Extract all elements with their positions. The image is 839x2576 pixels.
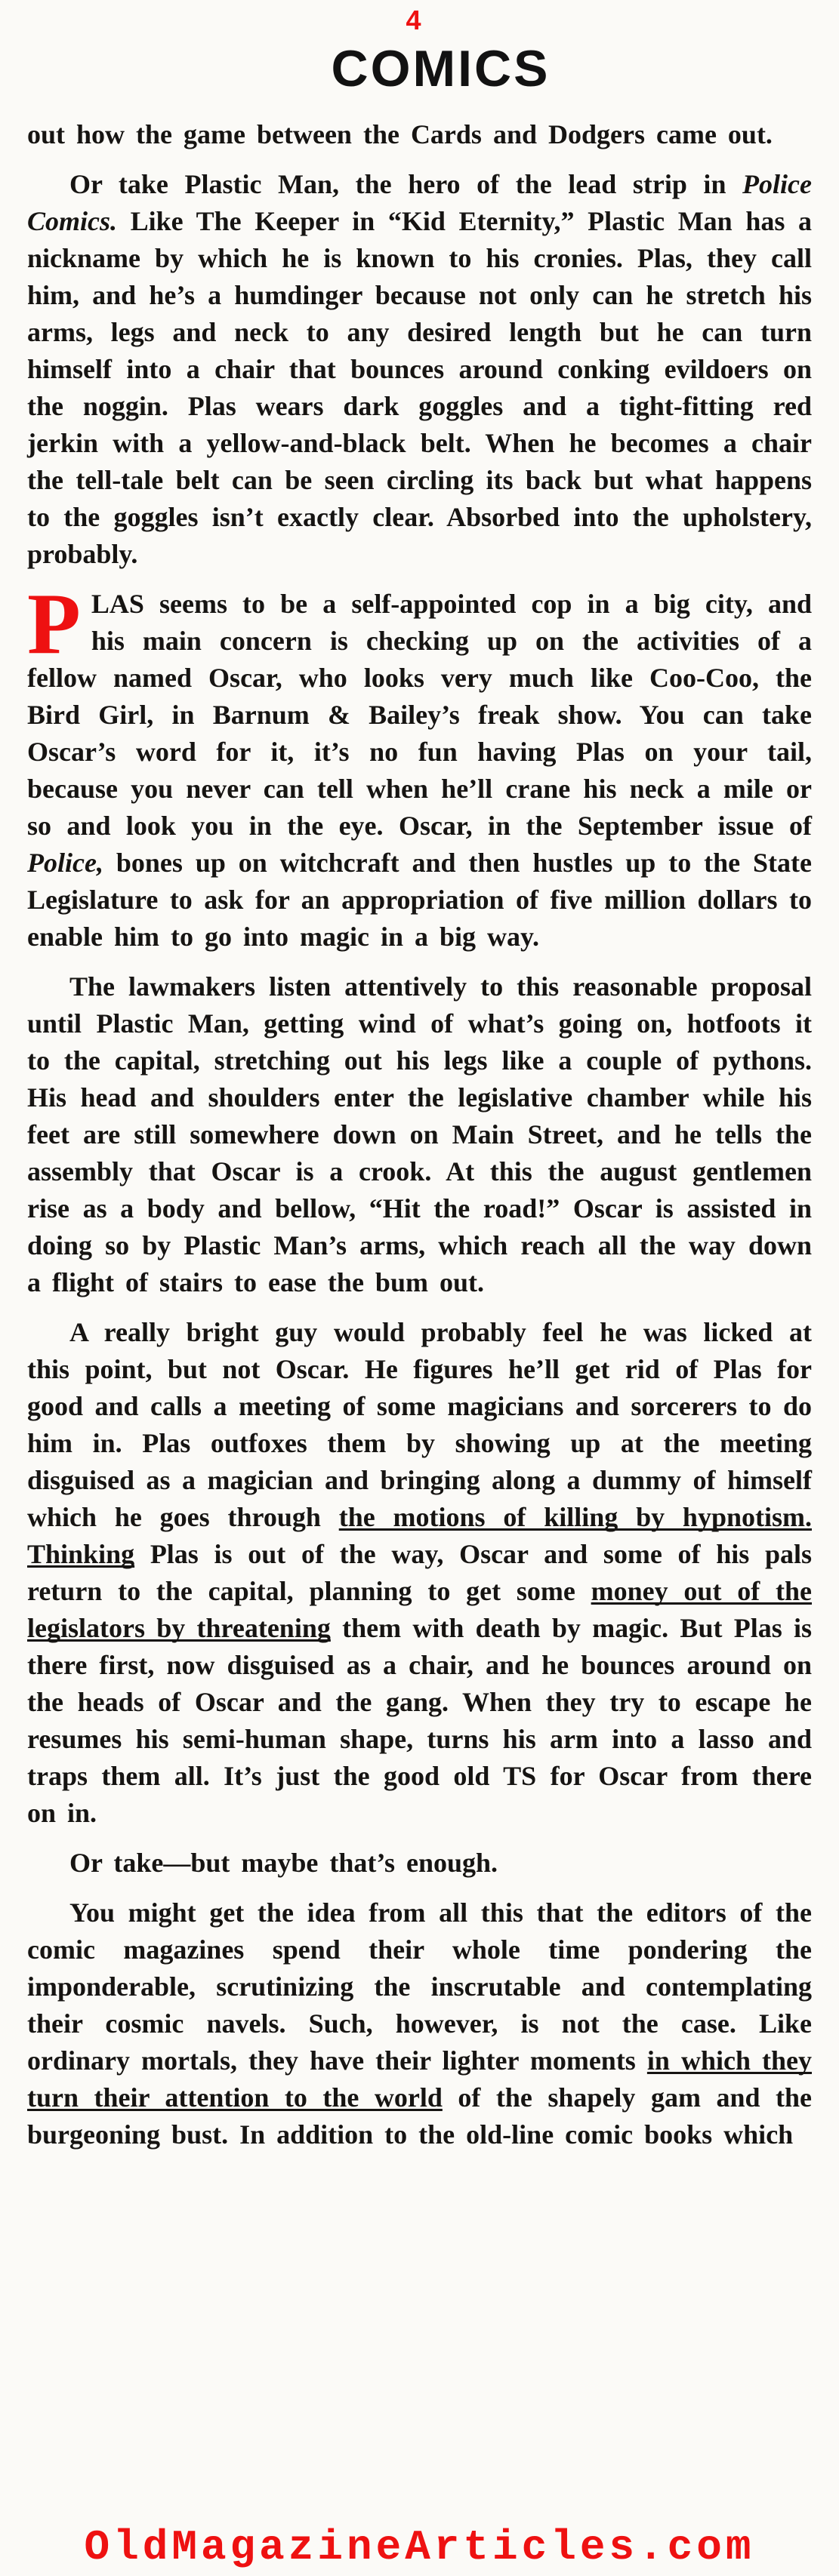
page-number-row — [0, 5, 839, 39]
text-segment: Like The Keeper in “Kid Eternity,” Plastic Man has a nickname by which he is known to his cronies. Plas, they call him, and he’s a humdinger because not only can he stretch his arms, legs and neck to any desired length but he can turn himself into a chair that bounces around conking evildoers on the noggin. Plas wears dark goggles and a tight-fitting red jerkin with a yellow-and-black belt. When he becomes a chair the tell-tale belt can be seen circling its back but what happens to the goggles isn’t exactly clear. Absorbed into the upholstery, probably. — [27, 206, 812, 569]
paragraph — [27, 576, 812, 956]
text-segment-underline: the motions of killing by hypnotism. Thinking — [27, 1502, 812, 1569]
text-segment: of the shapely gam and the burgeoning bust. In addition to the old-line comic books which — [27, 2082, 812, 2150]
text-segment: Or take—but maybe that’s enough. — [69, 1848, 498, 1878]
page-title: COMICS — [331, 40, 551, 97]
text-segment: You might get the idea from all this that the editors of the comic magazines spend their whole time pondering the imponderable, scrutinizing the inscrutable and contemplating their cosmic navels. Such, however, is not the case. Like ordinary mortals, they have their lighter moments — [27, 1897, 812, 2076]
text-segment-italic: Police, — [27, 848, 103, 878]
page-number: 4 — [406, 5, 421, 35]
text-segment: Plas is out of the way, Oscar and some of his pals return to the capital, planning to get some — [27, 1539, 812, 1606]
text-segment: LAS seems to be a self-appointed cop in a big city, and his main concern is checking up on the activities of a fellow named Oscar, who looks very much like Coo-Coo, the Bird Girl, in Barnum & Bailey’s freak show. You can take Oscar’s word for it, it’s no fun having Plas on your tail, because you never can tell when he’ll crane his neck a mile or so and look you in the eye. Oscar, in the September issue of — [27, 589, 812, 841]
text-segment: Or take Plastic Man, the hero of the lead strip in — [69, 169, 743, 199]
paragraph — [27, 1314, 812, 1832]
text-segment: them with death by magic. But Plas is there first, now disguised as a chair, and he bounces around on the heads of Oscar and the gang. When they try to escape he resumes his semi-human shape, turns his arm into a lasso and traps them all. It’s just the good old TS for Oscar from there on in. — [27, 1613, 812, 1828]
article-body — [0, 116, 839, 2153]
paragraph — [27, 968, 812, 1301]
drop-cap: P — [27, 576, 81, 672]
paragraph — [27, 1845, 812, 1882]
text-segment-italic: Police Comics. — [27, 169, 812, 236]
text-segment: The lawmakers listen attentively to this reasonable proposal until Plastic Man, getting wind of what’s going on, hotfoots it to the capital, stretching out his legs like a couple of pythons. His head and shoulders enter the legislative chamber while his feet are still somewhere down on Main Street, and he tells the assembly that Oscar is a crook. At this the august gentlemen rise as a body and bellow, “Hit the road!” Oscar is assisted in doing so by Plastic Man’s arms, which reach all the way down a flight of stairs to ease the bum out. — [27, 971, 812, 1297]
paragraph — [27, 166, 812, 573]
site-watermark: OldMagazineArticles.com — [84, 2523, 755, 2571]
text-segment: bones up on witchcraft and then hustles up to the State Legislature to ask for an appropriation of five million dollars to enable him to go into magic in a big way. — [27, 848, 812, 952]
paragraph — [27, 116, 812, 153]
text-segment-underline: in which they turn their attention to the world — [27, 2045, 812, 2113]
text-segment: out how the game between the Cards and Dodgers came out. — [27, 119, 773, 149]
text-segment-underline: money out of the legislators by threatening — [27, 1576, 812, 1643]
paragraph — [27, 1894, 812, 2153]
text-segment: A really bright guy would probably feel he was licked at this point, but not Oscar. He figures he’ll get rid of Plas for good and calls a meeting of some magicians and sorcerers to do him in. Plas outfoxes them by showing up at the meeting disguised as a magician and bringing along a dummy of himself which he goes through — [27, 1317, 812, 1532]
